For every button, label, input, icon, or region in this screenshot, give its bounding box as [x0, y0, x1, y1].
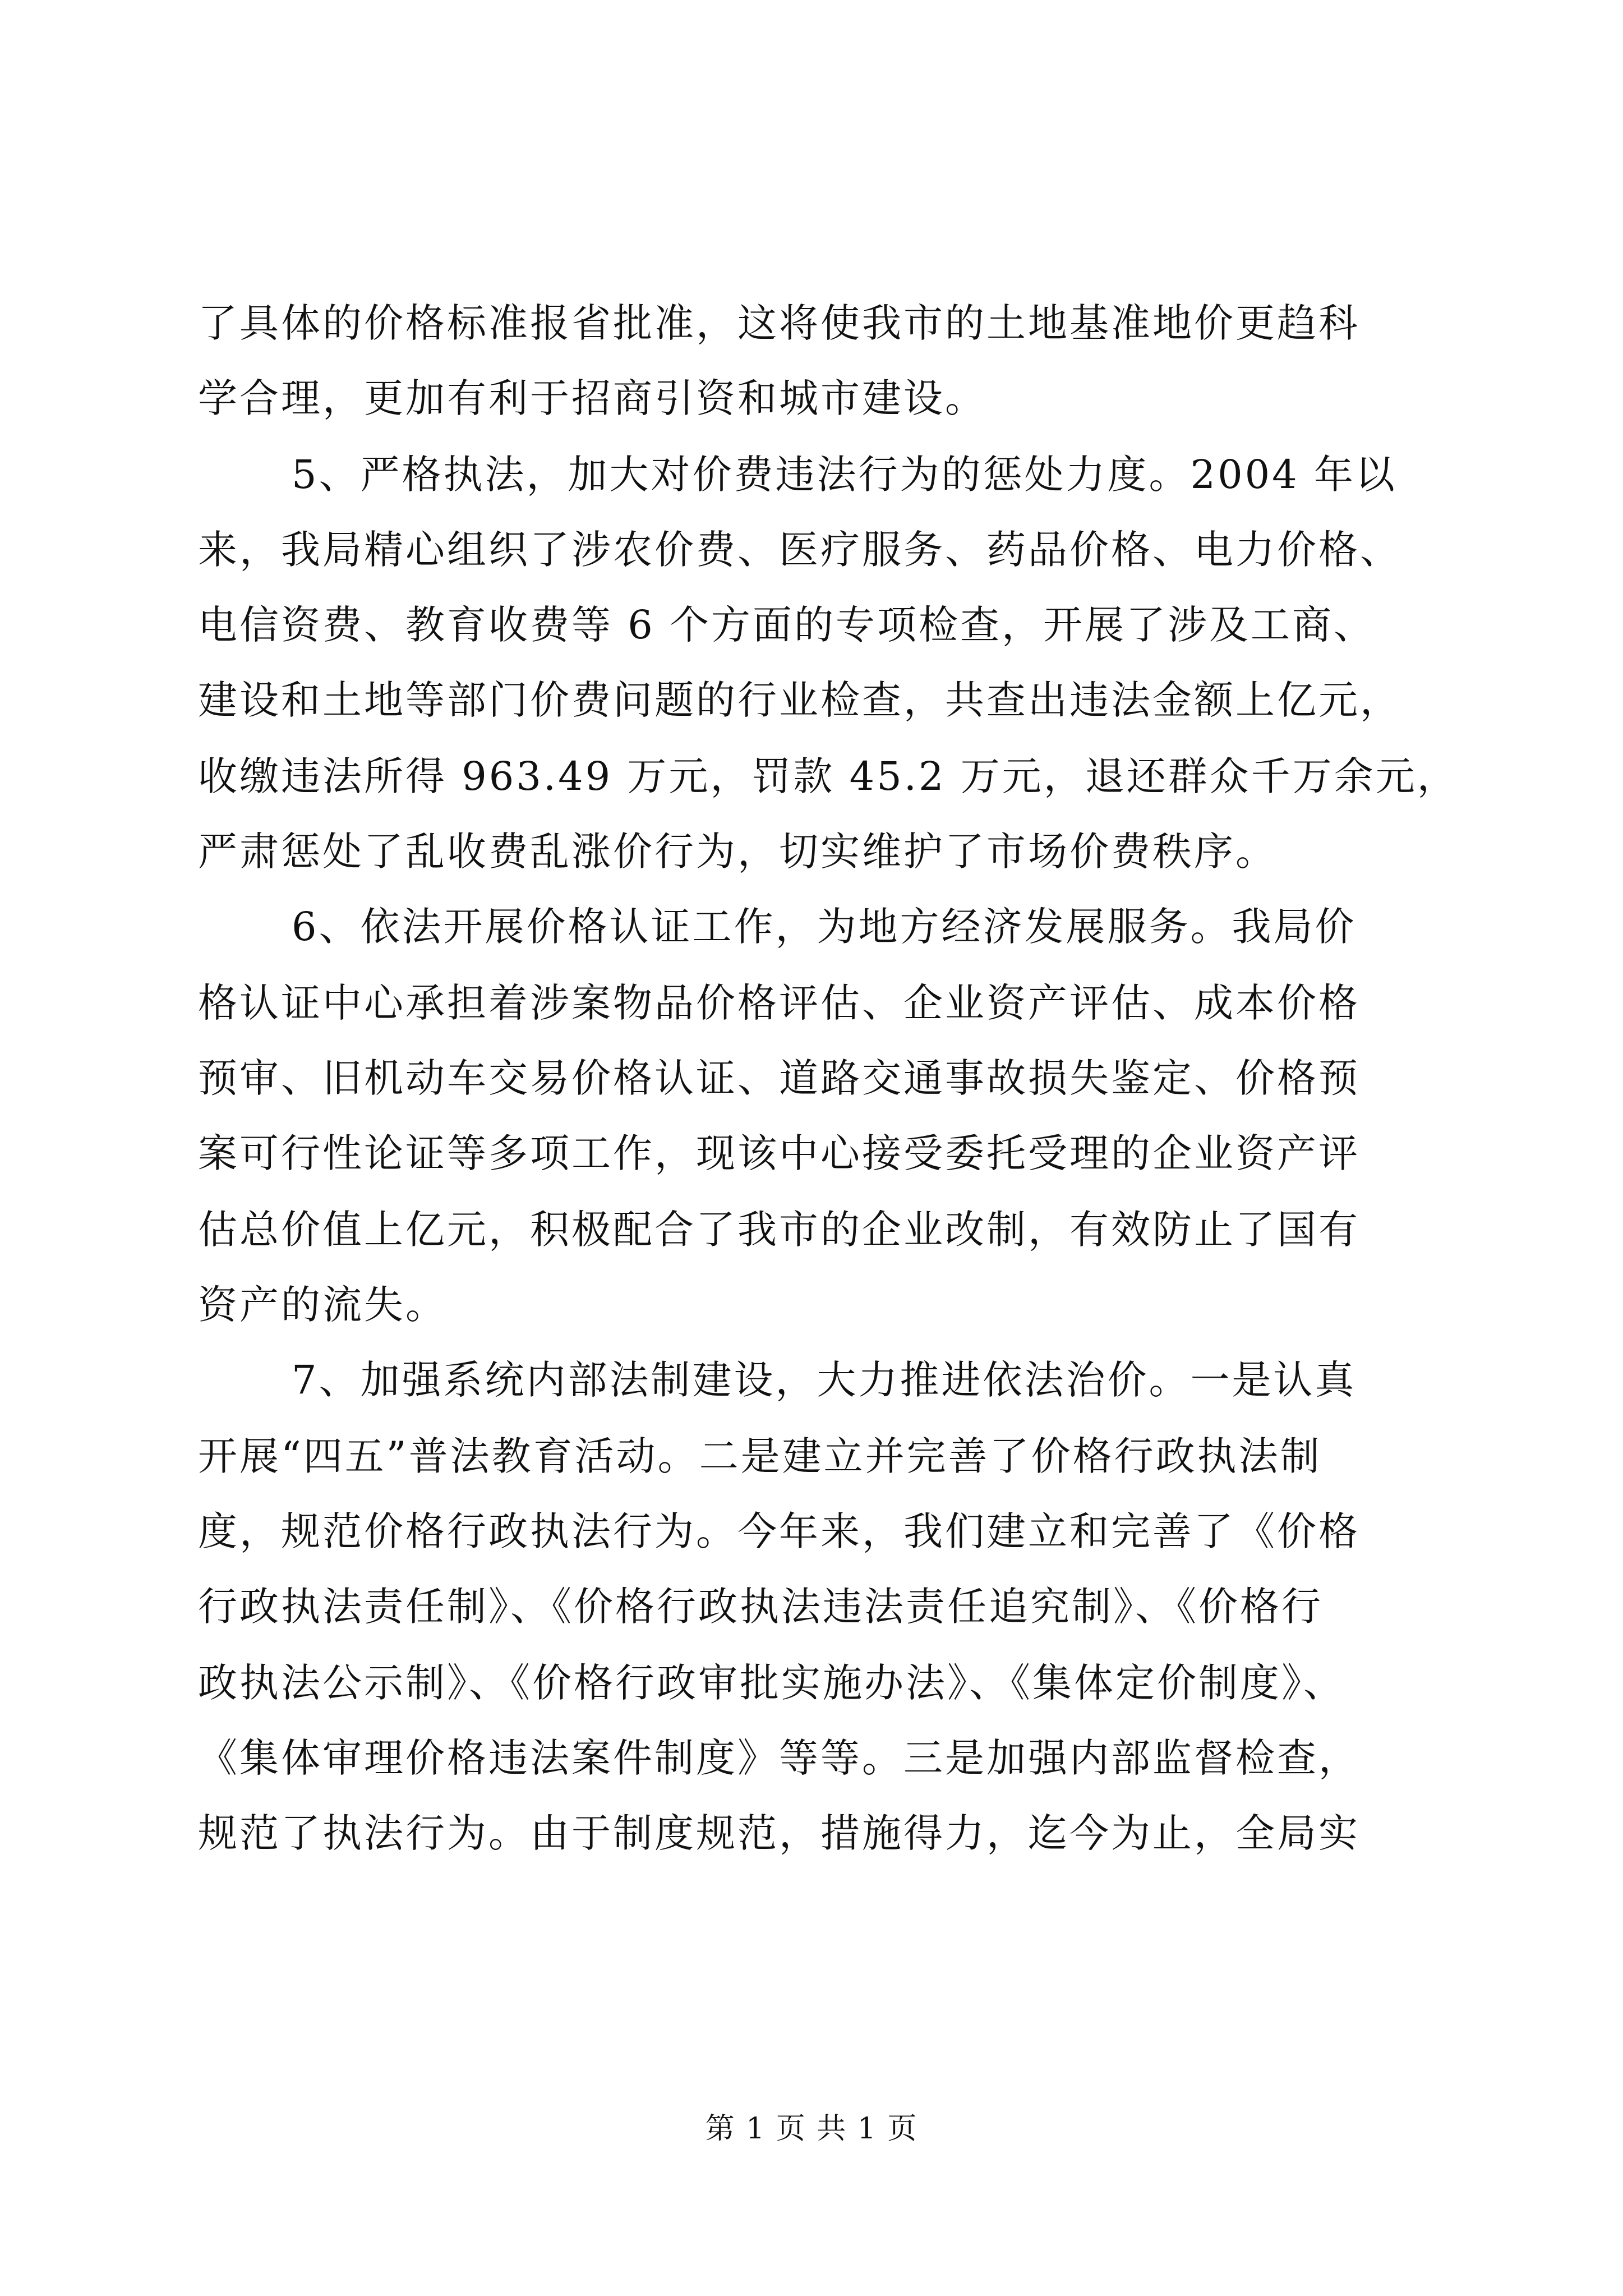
paragraph-7-start: 7、加强系统内部法制建设，大力推进依法治价。一是认真: [292, 1357, 1357, 1403]
text-line: 估总价值上亿元，积极配合了我市的企业改制，有效防止了国有: [198, 1207, 1360, 1253]
text-line: 收缴违法所得 963.49 万元，罚款 45.2 万元，退还群众千万余元，: [198, 753, 1459, 799]
text-line: 严肃惩处了乱收费乱涨价行为，切实维护了市场价费秩序。: [198, 829, 1277, 875]
paragraph-6-start: 6、依法开展价格认证工作，为地方经济发展服务。我局价: [292, 904, 1357, 950]
text-line: 行政执法责任制》、《价格行政执法违法责任追究制》、《价格行: [198, 1584, 1323, 1630]
page-footer: 第 1 页 共 1 页: [705, 2112, 918, 2146]
text-line: 《集体审理价格违法案件制度》等等。三是加强内部监督检查，: [198, 1735, 1360, 1781]
text-line: 了具体的价格标准报省批准，这将使我市的土地基准地价更趋科: [198, 300, 1360, 346]
text-line: 政执法公示制》、《价格行政审批实施办法》、《集体定价制度》、: [198, 1660, 1345, 1706]
text-line: 案可行性论证等多项工作，现该中心接受委托受理的企业资产评: [198, 1130, 1360, 1176]
text-line: 学合理，更加有利于招商引资和城市建设。: [198, 375, 986, 421]
paragraph-5-start: 5、严格执法，加大对价费违法行为的惩处力度。2004 年以: [292, 452, 1397, 498]
text-line: 规范了执法行为。由于制度规范，措施得力，迄今为止，全局实: [198, 1810, 1360, 1856]
text-line: 来，我局精心组织了涉农价费、医疗服务、药品价格、电力价格、: [198, 527, 1401, 573]
text-line: 度，规范价格行政执法行为。今年来，我们建立和完善了《价格: [198, 1508, 1360, 1554]
text-line: 电信资费、教育收费等 6 个方面的专项检查，开展了涉及工商、: [198, 602, 1376, 648]
text-line: 资产的流失。: [198, 1282, 447, 1328]
text-line: 格认证中心承担着涉案物品价格评估、企业资产评估、成本价格: [198, 980, 1360, 1026]
text-line: 建设和土地等部门价费问题的行业检查，共查出违法金额上亿元，: [198, 677, 1401, 723]
text-line: 预审、旧机动车交易价格认证、道路交通事故损失鉴定、价格预: [198, 1055, 1360, 1101]
text-line: 开展“四五”普法教育活动。二是建立并完善了价格行政执法制: [198, 1433, 1322, 1479]
